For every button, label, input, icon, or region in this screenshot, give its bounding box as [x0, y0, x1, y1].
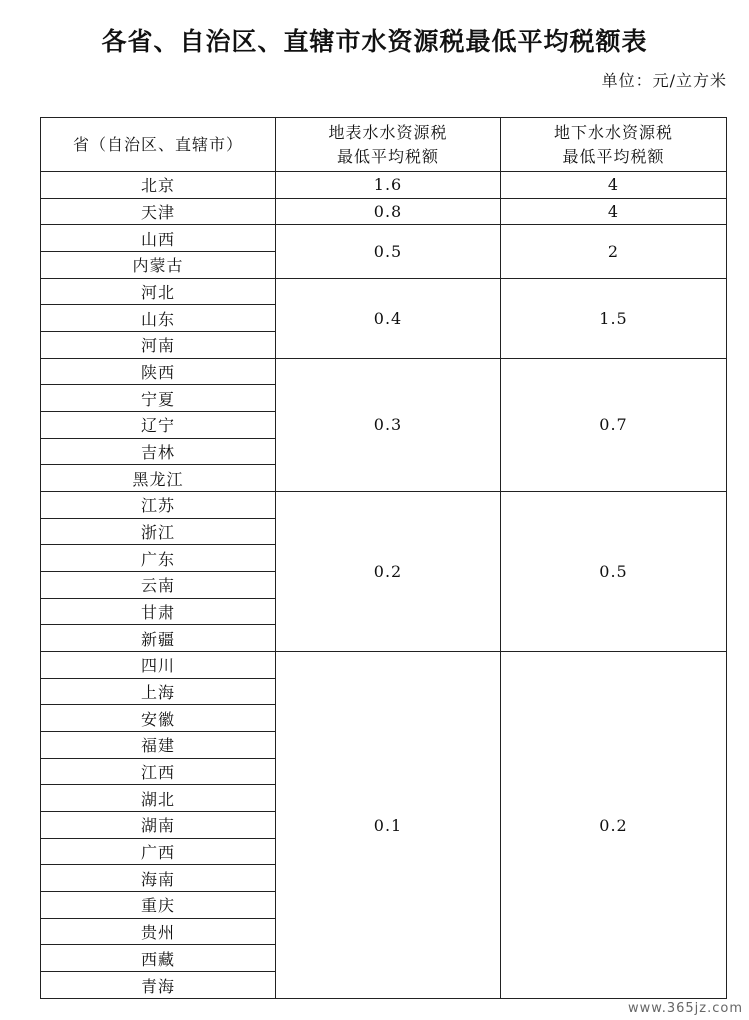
province-cell: 青海 [41, 972, 276, 999]
ground-water-tax-cell: 4 [501, 198, 727, 225]
province-cell: 福建 [41, 732, 276, 759]
ground-water-tax-cell: 0.7 [501, 358, 727, 491]
table-row [41, 358, 727, 385]
province-cell: 辽宁 [41, 412, 276, 439]
province-cell: 贵州 [41, 918, 276, 945]
province-cell: 天津 [41, 198, 276, 225]
province-cell: 安徽 [41, 705, 276, 732]
province-cell: 河北 [41, 278, 276, 305]
province-cell: 云南 [41, 572, 276, 599]
province-cell: 江苏 [41, 492, 276, 519]
province-cell: 浙江 [41, 518, 276, 545]
province-cell: 宁夏 [41, 385, 276, 412]
table-body [41, 172, 727, 999]
surface-water-tax-cell: 0.8 [276, 198, 501, 225]
province-cell: 西藏 [41, 945, 276, 972]
province-cell: 湖南 [41, 812, 276, 839]
table-row [41, 492, 727, 519]
province-cell: 重庆 [41, 892, 276, 919]
surface-water-tax-cell: 0.4 [276, 278, 501, 358]
tax-table [40, 117, 727, 999]
province-cell: 上海 [41, 678, 276, 705]
province-cell: 河南 [41, 332, 276, 359]
surface-water-tax-cell: 0.3 [276, 358, 501, 491]
page-title: 各省、自治区、直辖市水资源税最低平均税额表 [101, 27, 648, 56]
surface-water-tax-cell: 1.6 [276, 172, 501, 199]
header-province: 省（自治区、直辖市） [41, 118, 276, 172]
table-row [41, 225, 727, 252]
ground-water-tax-cell: 0.5 [501, 492, 727, 652]
table-row [41, 652, 727, 679]
ground-water-tax-cell: 4 [501, 172, 727, 199]
header-surface-water [276, 118, 501, 172]
table-row [41, 278, 727, 305]
ground-water-tax-cell: 2 [501, 225, 727, 278]
province-cell: 四川 [41, 652, 276, 679]
province-cell: 广东 [41, 545, 276, 572]
surface-water-tax-cell: 0.1 [276, 652, 501, 999]
province-cell: 新疆 [41, 625, 276, 652]
header-ground-line2: 最低平均税额 [562, 146, 665, 166]
header-ground-line1: 地下水水资源税 [553, 122, 673, 142]
watermark: www.365jz.com [628, 1001, 743, 1016]
province-cell: 江西 [41, 758, 276, 785]
surface-water-tax-cell: 0.2 [276, 492, 501, 652]
province-cell: 海南 [41, 865, 276, 892]
unit-label: 单位：元/立方米 [601, 71, 727, 90]
province-cell: 北京 [41, 172, 276, 199]
province-cell: 吉林 [41, 438, 276, 465]
province-cell: 广西 [41, 838, 276, 865]
table-row [41, 198, 727, 225]
province-cell: 山西 [41, 225, 276, 252]
province-cell: 内蒙古 [41, 252, 276, 279]
header-surface-line2: 最低平均税额 [336, 146, 439, 166]
table-header-row [41, 118, 727, 172]
ground-water-tax-cell: 0.2 [501, 652, 727, 999]
table-row [41, 172, 727, 199]
header-ground-water [501, 118, 727, 172]
province-cell: 黑龙江 [41, 465, 276, 492]
province-cell: 山东 [41, 305, 276, 332]
province-cell: 甘肃 [41, 598, 276, 625]
header-surface-line1: 地表水水资源税 [328, 122, 448, 142]
province-cell: 陕西 [41, 358, 276, 385]
province-cell: 湖北 [41, 785, 276, 812]
ground-water-tax-cell: 1.5 [501, 278, 727, 358]
surface-water-tax-cell: 0.5 [276, 225, 501, 278]
